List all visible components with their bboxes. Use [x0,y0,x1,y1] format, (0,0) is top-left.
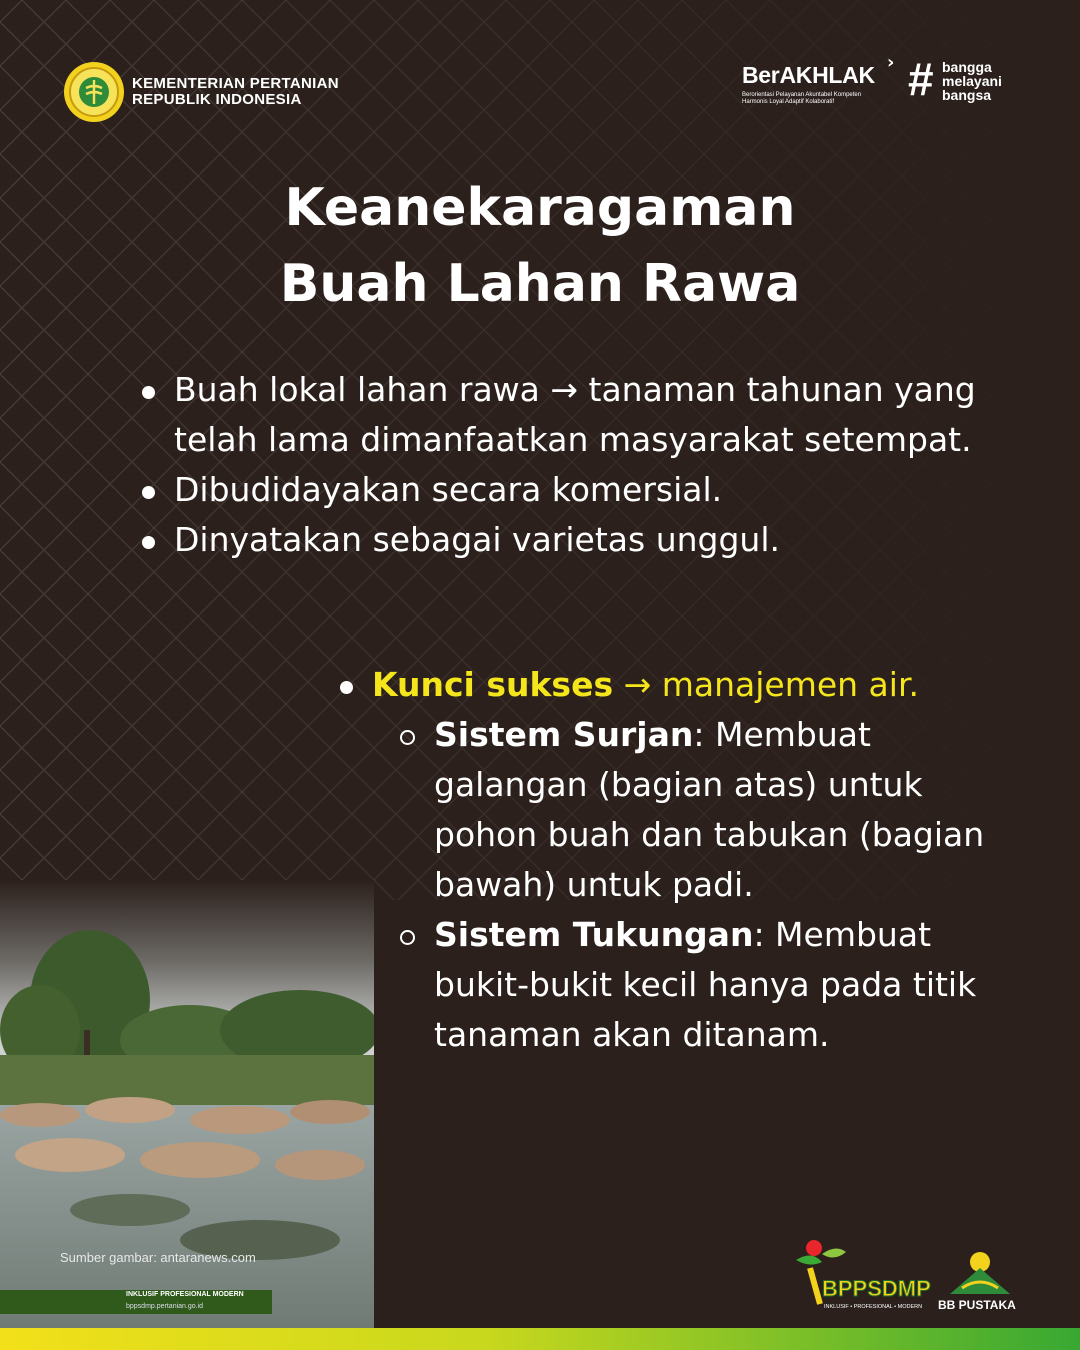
chevron-right-icon: › [887,52,895,73]
title-line1: Keanekaragaman [284,178,796,238]
system-name: Sistem Tukungan [434,915,754,954]
page-title [0,170,1080,322]
system-item-tukungan [336,910,994,1060]
bppsdmp-logo [792,1238,932,1314]
key-success-block [336,660,1056,1060]
key-success-line [336,660,1056,710]
system-name: Sistem Surjan [434,715,694,754]
bullet-item: Buah lokal lahan rawa → tanaman tahunan yang telah lama dimanfaatkan masyarakat setempat. [138,365,998,465]
bangga-melayani-bangsa: bangga melayani bangsa [942,59,1002,103]
system-list [336,710,1056,1060]
key-success-text: → manajemen air. [613,665,919,704]
photo-footer-url: bppsdmp.pertanian.go.id [126,1303,204,1310]
bb-pustaka-label: BB PUSTAKA [938,1298,1016,1312]
title-line2: Buah Lahan Rawa [279,254,801,314]
bppsdmp-motto: INKLUSIF • PROFESIONAL • MODERN [824,1304,923,1310]
berakhlak-wordmark: BerAKHLAK [742,62,875,88]
bullet-item: Dibudidayakan secara komersial. [138,465,998,515]
system-desc: : Membuat bukit-bukit kecil hanya pada titik tanaman akan ditanam. [434,915,977,1054]
kementan-emblem-icon [62,60,126,124]
ministry-logo [62,60,339,124]
bullet-list [138,365,998,565]
system-desc: : Membuat galangan (bagian atas) untuk pohon buah dan tabukan (bagian bawah) untuk padi. [434,715,985,904]
ministry-name-line2: REPUBLIK INDONESIA [132,91,302,108]
bullet-item: Dinyatakan sebagai varietas unggul. [138,515,998,565]
system-item-surjan [336,710,994,910]
photo-caption: Sumber gambar: antaranews.com [60,1250,256,1265]
key-success-label: Kunci sukses [372,665,614,704]
bottom-gradient-bar [0,1328,1080,1350]
bppsdmp-wordmark: BPPSDMP [822,1276,931,1301]
berakhlak-logo [742,52,1022,112]
hashtag-icon: # [908,53,934,105]
ministry-name-line1: KEMENTERIAN PERTANIAN [132,75,339,92]
berakhlak-tagline: Berorientasi Pelayanan Akuntabel Kompeten Harmonis Loyal Adaptif Kolaboratif [742,92,862,105]
photo-footer-motto: INKLUSIF PROFESIONAL MODERN [126,1291,244,1298]
